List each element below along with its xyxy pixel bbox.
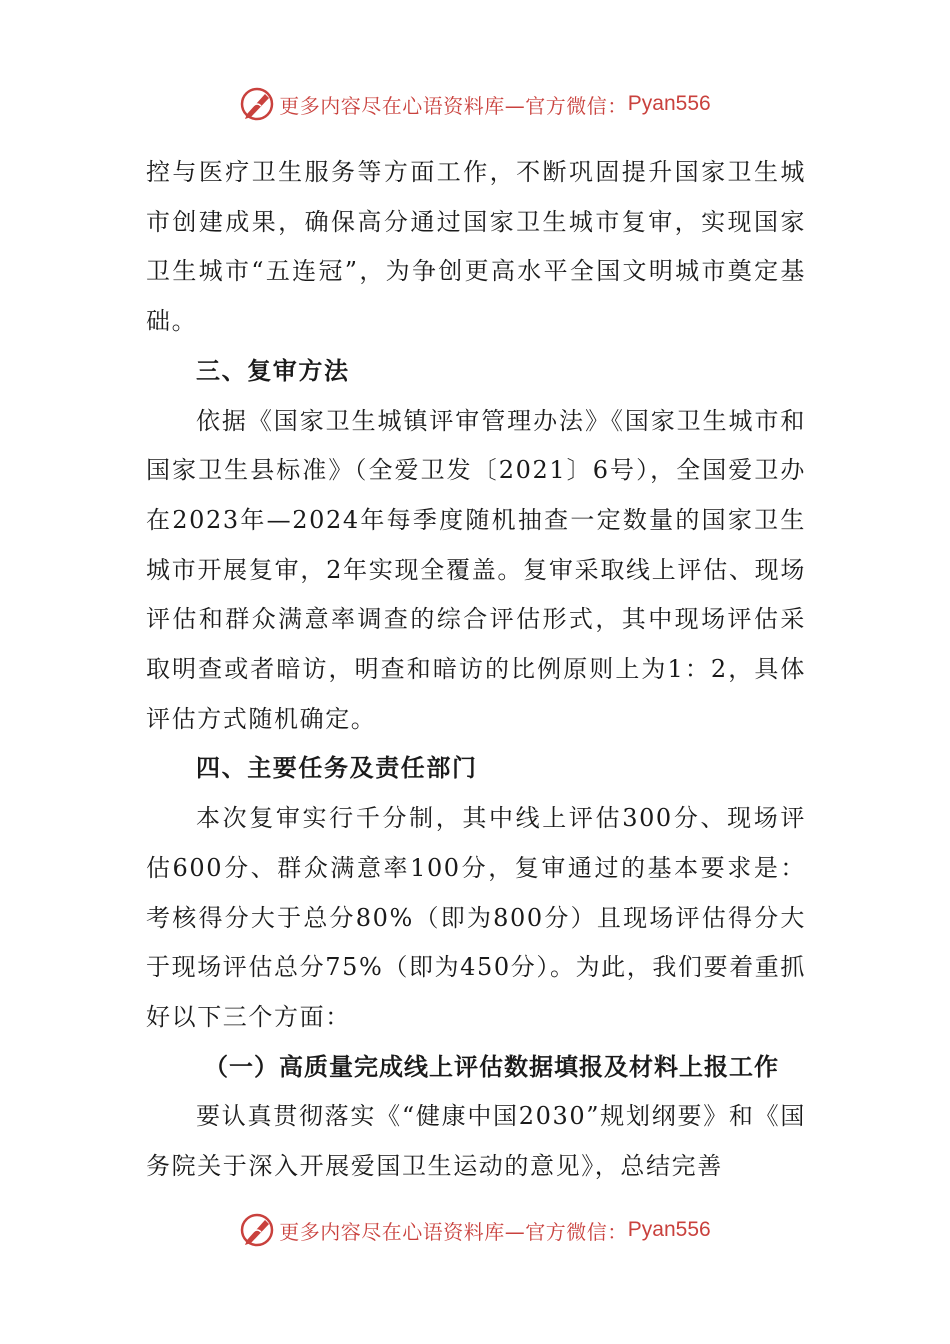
watermark-text: 更多内容尽在心语资料库—官方微信：	[279, 93, 628, 118]
pen-logo-icon	[239, 86, 275, 122]
subsection-heading-online-evaluation: （一）高质量完成线上评估数据填报及材料上报工作	[204, 1052, 779, 1081]
watermark-wechat-id: Pyan556	[627, 92, 711, 115]
paragraph-continued: 控与医疗卫生服务等方面工作，不断巩固提升国家卫生城市创建成果，确保高分通过国家卫生城市复审，实现国家卫生城市“五连冠”，为争创更高水平全国文明城市奠定基础。	[146, 158, 806, 336]
document-body	[146, 148, 806, 1192]
watermark-wechat-id: Pyan556	[627, 1218, 711, 1241]
watermark-banner-top	[0, 84, 950, 124]
watermark-text: 更多内容尽在心语资料库—官方微信：	[279, 1219, 628, 1244]
watermark-banner-bottom	[0, 1210, 950, 1250]
section-heading-review-method: 三、复审方法	[196, 356, 350, 385]
section-heading-main-tasks: 四、主要任务及责任部门	[196, 754, 478, 783]
paragraph-main-tasks: 本次复审实行千分制，其中线上评估300分、现场评估600分、群众满意率100分，复审通过的基本要求是：考核得分大于总分80%（即为800分）且现场评估得分大于现场评估总分75%（即为450分）。为此，我们要着重抓好以下三个方面：	[146, 804, 806, 1031]
paragraph-review-method: 依据《国家卫生城镇评审管理办法》《国家卫生城市和国家卫生县标准》（全爱卫发〔2021〕6号），全国爱卫办在2023年—2024年每季度随机抽查一定数量的国家卫生城市开展复审，2年实现全覆盖。复审采取线上评估、现场评估和群众满意率调查的综合评估形式，其中现场评估采取明查或者暗访，明查和暗访的比例原则上为1：2，具体评估方式随机确定。	[146, 406, 806, 733]
paragraph-online-evaluation: 要认真贯彻落实《“健康中国2030”规划纲要》和《国务院关于深入开展爱国卫生运动的意见》，总结完善	[146, 1102, 806, 1181]
pen-logo-icon	[239, 1212, 275, 1248]
